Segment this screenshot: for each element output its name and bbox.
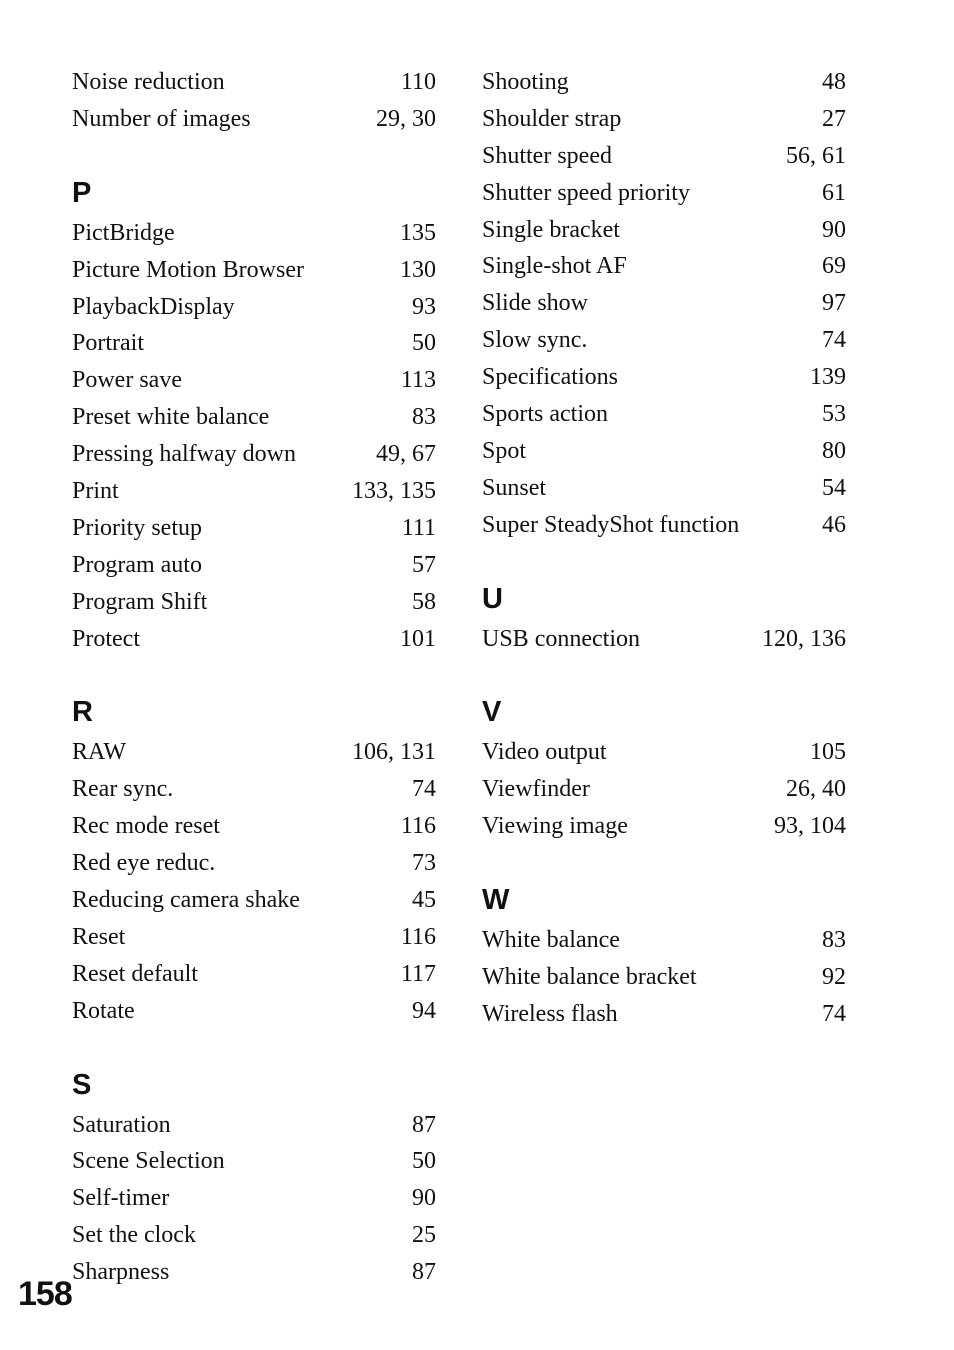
index-entry-pages: 116	[400, 923, 436, 950]
index-entry-term: Shooting	[482, 69, 569, 95]
index-entry-pages: 74	[822, 1000, 846, 1027]
index-entry	[482, 396, 846, 433]
index-entry-term: Rear sync.	[72, 776, 174, 803]
index-entry	[72, 1107, 436, 1144]
index-entry	[72, 436, 436, 473]
index-entry-term: PictBridge	[72, 219, 175, 246]
index-entry-term: Rec mode reset	[72, 813, 220, 840]
index-entry-pages: 106, 131	[352, 739, 436, 766]
index-group-w	[482, 878, 846, 1033]
index-entry-pages: 73	[412, 850, 436, 877]
index-entry	[482, 285, 846, 322]
index-entry-pages: 101	[400, 625, 436, 652]
index-entry-pages: 50	[412, 330, 436, 357]
index-entry-term: Self-timer	[72, 1185, 170, 1212]
index-group-s	[72, 1063, 436, 1291]
index-entry-term: Noise reduction	[72, 69, 225, 95]
index-entry-term: Scene Selection	[72, 1148, 225, 1175]
index-entry	[72, 362, 436, 399]
index-letter-heading: P	[72, 176, 92, 209]
index-entry-pages: 50	[412, 1148, 436, 1175]
index-entry-pages: 111	[401, 514, 436, 541]
index-entry-pages: 61	[822, 179, 846, 206]
index-entry-pages: 92	[822, 964, 846, 991]
index-entry-term: Set the clock	[72, 1222, 196, 1249]
index-entry	[482, 322, 846, 359]
index-entry-pages: 25	[412, 1222, 436, 1249]
index-entry	[72, 993, 436, 1030]
index-entry-pages: 120, 136	[762, 625, 846, 652]
index-entry-pages: 74	[412, 776, 436, 803]
index-entry	[72, 64, 436, 101]
index-entry-pages: 56, 61	[786, 142, 846, 169]
index-entry	[72, 473, 436, 510]
index-entry-pages: 90	[412, 1185, 436, 1212]
index-entry-pages: 94	[412, 997, 436, 1024]
index-letter-heading: W	[482, 884, 510, 917]
index-letter-heading: S	[72, 1068, 92, 1101]
index-entry-pages: 48	[822, 69, 846, 95]
index-entry-term: USB connection	[482, 625, 640, 652]
page-number: 158	[18, 1275, 72, 1313]
index-entry-pages: 74	[822, 327, 846, 354]
index-entry	[72, 252, 436, 289]
index-letter-heading: U	[482, 582, 503, 615]
index-group-p	[72, 171, 436, 658]
index-entry-pages: 97	[822, 290, 846, 317]
index-entry	[482, 175, 846, 212]
index-entry	[72, 882, 436, 919]
index-entry-pages: 133, 135	[352, 478, 436, 505]
index-entry	[482, 996, 846, 1033]
index-entry-pages: 113	[400, 367, 436, 394]
index-entry-term: Program Shift	[72, 588, 208, 615]
index-entry-term: Single bracket	[482, 216, 620, 243]
index-entry-term: Reset	[72, 923, 126, 950]
index-entry-pages: 49, 67	[376, 441, 436, 468]
index-group-continued	[482, 64, 846, 544]
index-entry-term: Video output	[482, 739, 607, 766]
index-entry	[482, 64, 846, 101]
index-entry	[72, 325, 436, 362]
index-entry-pages: 105	[810, 739, 846, 766]
index-entry-pages: 27	[822, 105, 846, 132]
index-entry	[482, 922, 846, 959]
index-entry-term: Print	[72, 478, 119, 505]
index-entry-pages: 58	[412, 588, 436, 615]
index-entry-term: Shutter speed priority	[482, 179, 690, 206]
index-entry-pages: 29, 30	[376, 105, 436, 132]
index-entry-term: Shutter speed	[482, 142, 612, 169]
index-entry	[482, 507, 846, 544]
index-entry	[482, 433, 846, 470]
index-entry-pages: 139	[810, 364, 846, 391]
index-entry-term: Sunset	[482, 474, 547, 501]
index-entry-pages: 45	[412, 887, 436, 914]
index-entry	[72, 808, 436, 845]
index-column-left	[72, 64, 436, 1291]
index-entry-pages: 46	[822, 511, 846, 538]
index-group-r	[72, 690, 436, 1029]
index-entry-term: Priority setup	[72, 514, 202, 541]
index-entry	[72, 584, 436, 621]
index-entry	[482, 138, 846, 175]
index-entry-pages: 90	[822, 216, 846, 243]
index-entry-term: Protect	[72, 625, 140, 652]
index-entry-term: Shoulder strap	[482, 105, 622, 132]
index-entry-term: Viewfinder	[482, 776, 590, 803]
index-entry-pages: 93, 104	[774, 813, 846, 840]
index-entry	[72, 510, 436, 547]
index-letter-heading: R	[72, 696, 93, 729]
index-entry	[72, 621, 436, 658]
index-entry-term: Specifications	[482, 364, 618, 391]
index-entry	[72, 956, 436, 993]
index-group-continued	[72, 64, 436, 138]
index-entry-pages: 83	[822, 927, 846, 954]
index-entry	[482, 734, 846, 771]
index-entry	[482, 771, 846, 808]
index-entry-term: Sharpness	[72, 1259, 170, 1286]
index-entry-term: Red eye reduc.	[72, 850, 216, 877]
index-entry-pages: 87	[412, 1259, 436, 1286]
index-entry-pages: 83	[412, 404, 436, 431]
index-entry	[72, 919, 436, 956]
index-entry-term: Portrait	[72, 330, 144, 357]
index-entry-term: Super SteadyShot function	[482, 511, 740, 538]
index-entry-term: Program auto	[72, 551, 202, 578]
index-entry	[482, 359, 846, 396]
index-entry	[72, 289, 436, 326]
index-entry-term: Slide show	[482, 290, 589, 317]
index-entry	[72, 547, 436, 584]
index-entry	[72, 1180, 436, 1217]
index-entry	[72, 101, 436, 138]
index-entry-term: White balance bracket	[482, 964, 697, 991]
index-entry-term: Spot	[482, 437, 527, 464]
index-entry-pages: 93	[412, 293, 436, 320]
index-entry	[72, 1143, 436, 1180]
index-entry-term: Wireless flash	[482, 1000, 618, 1027]
index-entry	[72, 399, 436, 436]
index-entry	[482, 212, 846, 249]
index-entry	[72, 215, 436, 252]
index-entry	[72, 1254, 436, 1291]
index-entry-term: White balance	[482, 927, 620, 954]
index-entry-term: Picture Motion Browser	[72, 256, 304, 283]
index-entry	[482, 621, 846, 658]
index-entry-pages: 135	[400, 219, 436, 246]
index-entry-pages: 110	[400, 69, 436, 95]
index-entry-pages: 80	[822, 437, 846, 464]
index-entry-term: Single-shot AF	[482, 253, 627, 280]
index-entry-term: Number of images	[72, 105, 251, 132]
index-entry-pages: 130	[400, 256, 436, 283]
index-column-right	[482, 64, 846, 1033]
index-entry-pages: 87	[412, 1111, 436, 1138]
index-letter-heading: V	[482, 696, 502, 729]
index-entry-term: Rotate	[72, 997, 135, 1024]
index-entry-pages: 69	[822, 253, 846, 280]
index-entry-term: Pressing halfway down	[72, 441, 296, 468]
index-entry-pages: 117	[400, 960, 436, 987]
index-entry-pages: 53	[822, 401, 846, 428]
index-entry	[482, 808, 846, 845]
index-entry-term: Sports action	[482, 401, 608, 428]
index-entry-term: Viewing image	[482, 813, 628, 840]
index-entry-pages: 54	[822, 474, 846, 501]
index-entry	[482, 470, 846, 507]
index-entry	[482, 959, 846, 996]
index-group-v	[482, 690, 846, 845]
index-entry-term: Slow sync.	[482, 327, 588, 354]
index-entry	[72, 771, 436, 808]
index-entry-pages: 57	[412, 551, 436, 578]
index-entry-term: Power save	[72, 367, 182, 394]
index-entry	[72, 734, 436, 771]
index-entry-term: Saturation	[72, 1111, 171, 1138]
index-entry-term: Preset white balance	[72, 404, 270, 431]
index-entry-term: Reducing camera shake	[72, 887, 300, 914]
index-group-u	[482, 577, 846, 658]
index-entry-pages: 116	[400, 813, 436, 840]
index-entry-term: PlaybackDisplay	[72, 293, 235, 320]
index-entry	[482, 248, 846, 285]
index-entry-pages: 26, 40	[786, 776, 846, 803]
index-entry	[72, 845, 436, 882]
index-entry-term: Reset default	[72, 960, 198, 987]
index-entry	[482, 101, 846, 138]
index-entry-term: RAW	[72, 739, 127, 766]
index-entry	[72, 1217, 436, 1254]
